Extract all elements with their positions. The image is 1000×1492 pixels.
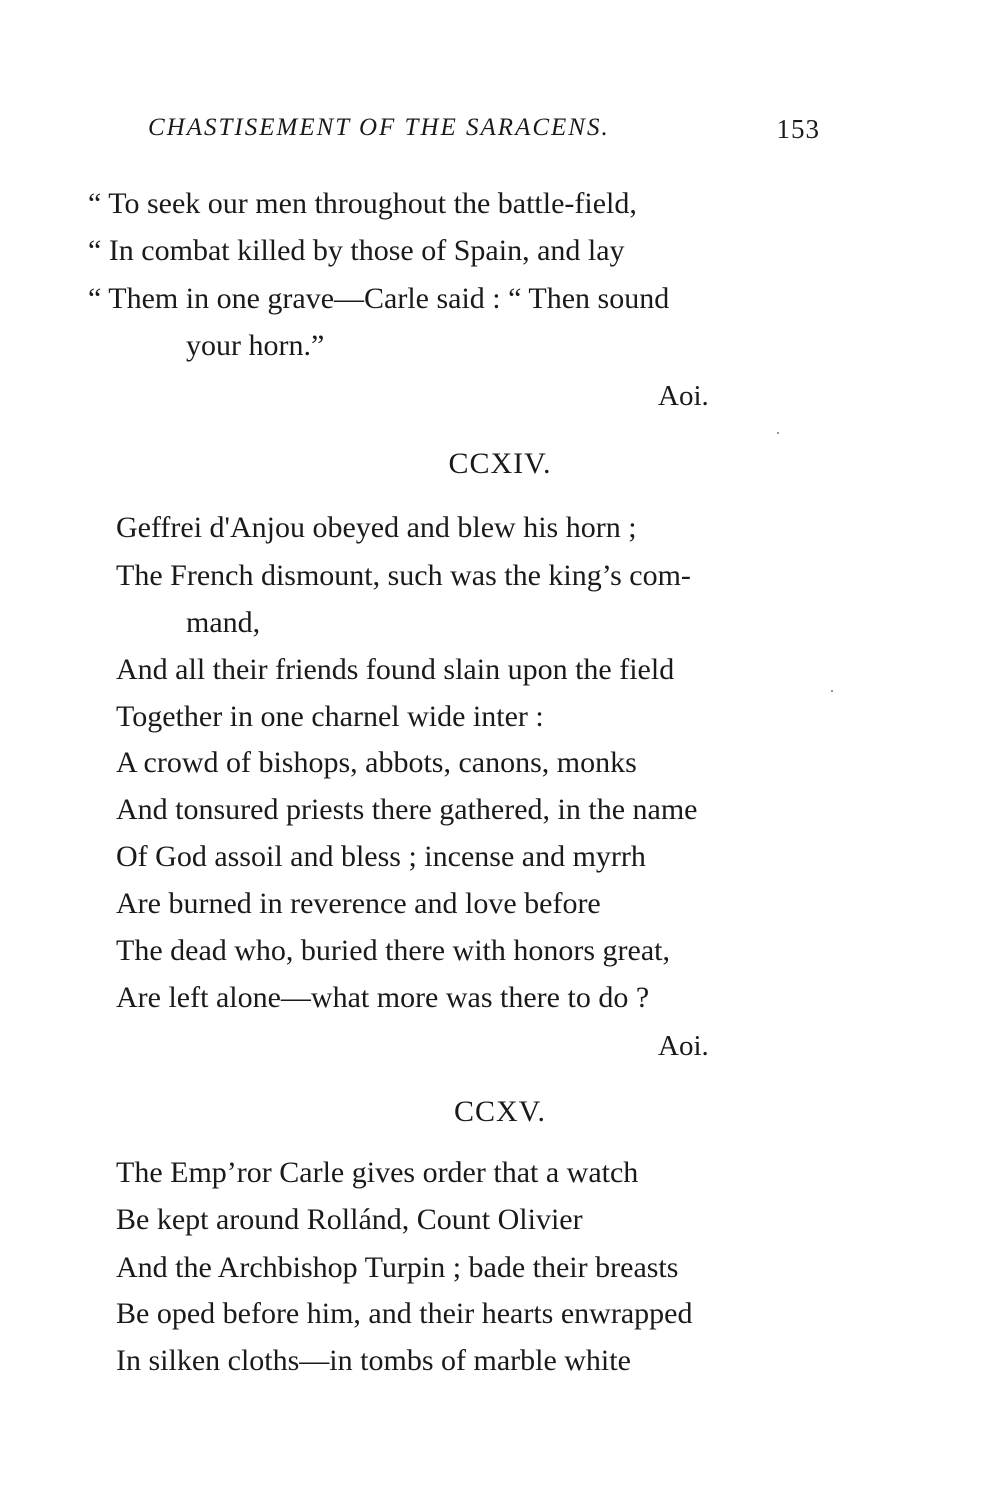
verse-line: The French dismount, such was the king’s com- (116, 559, 691, 592)
print-speck (831, 690, 833, 692)
verse-line: Be oped before him, and their hearts enwrapped (116, 1297, 693, 1330)
section-heading-ccxv: CCXV. (454, 1095, 546, 1128)
refrain-aoi: Aoi. (658, 380, 709, 412)
verse-line: And all their friends found slain upon the field (116, 653, 675, 686)
verse-line: Together in one charnel wide inter : (116, 700, 544, 733)
verse-line: And tonsured priests there gathered, in the name (116, 793, 698, 826)
verse-line: A crowd of bishops, abbots, canons, monks (116, 746, 637, 779)
verse-line: Geffrei d'Anjou obeyed and blew his horn ; (116, 511, 637, 544)
verse-line: The dead who, buried there with honors great, (116, 934, 670, 967)
print-speck (777, 432, 779, 434)
verse-line: In silken cloths—in tombs of marble white (116, 1344, 631, 1377)
verse-line: “ Them in one grave—Carle said : “ Then sound (88, 282, 670, 315)
verse-line: “ In combat killed by those of Spain, and lay (88, 234, 625, 267)
running-head-title: CHASTISEMENT OF THE SARACENS. (148, 114, 610, 141)
verse-line-continuation: mand, (186, 606, 261, 639)
refrain-aoi: Aoi. (658, 1030, 709, 1062)
verse-line: The Emp’ror Carle gives order that a watch (116, 1156, 639, 1189)
section-heading-ccxiv: CCXIV. (448, 447, 552, 480)
verse-line: And the Archbishop Turpin ; bade their breasts (116, 1251, 679, 1284)
page-number: 153 (776, 114, 820, 144)
verse-line: Are left alone—what more was there to do ? (116, 981, 650, 1014)
running-head (148, 114, 820, 154)
verse-line: Be kept around Rollánd, Count Olivier (116, 1203, 583, 1236)
verse-line: Are burned in reverence and love before (116, 887, 601, 920)
verse-line: Of God assoil and bless ; incense and myrrh (116, 840, 646, 873)
verse-line: “ To seek our men throughout the battle-field, (88, 187, 637, 220)
verse-line-continuation: your horn.” (186, 329, 325, 362)
